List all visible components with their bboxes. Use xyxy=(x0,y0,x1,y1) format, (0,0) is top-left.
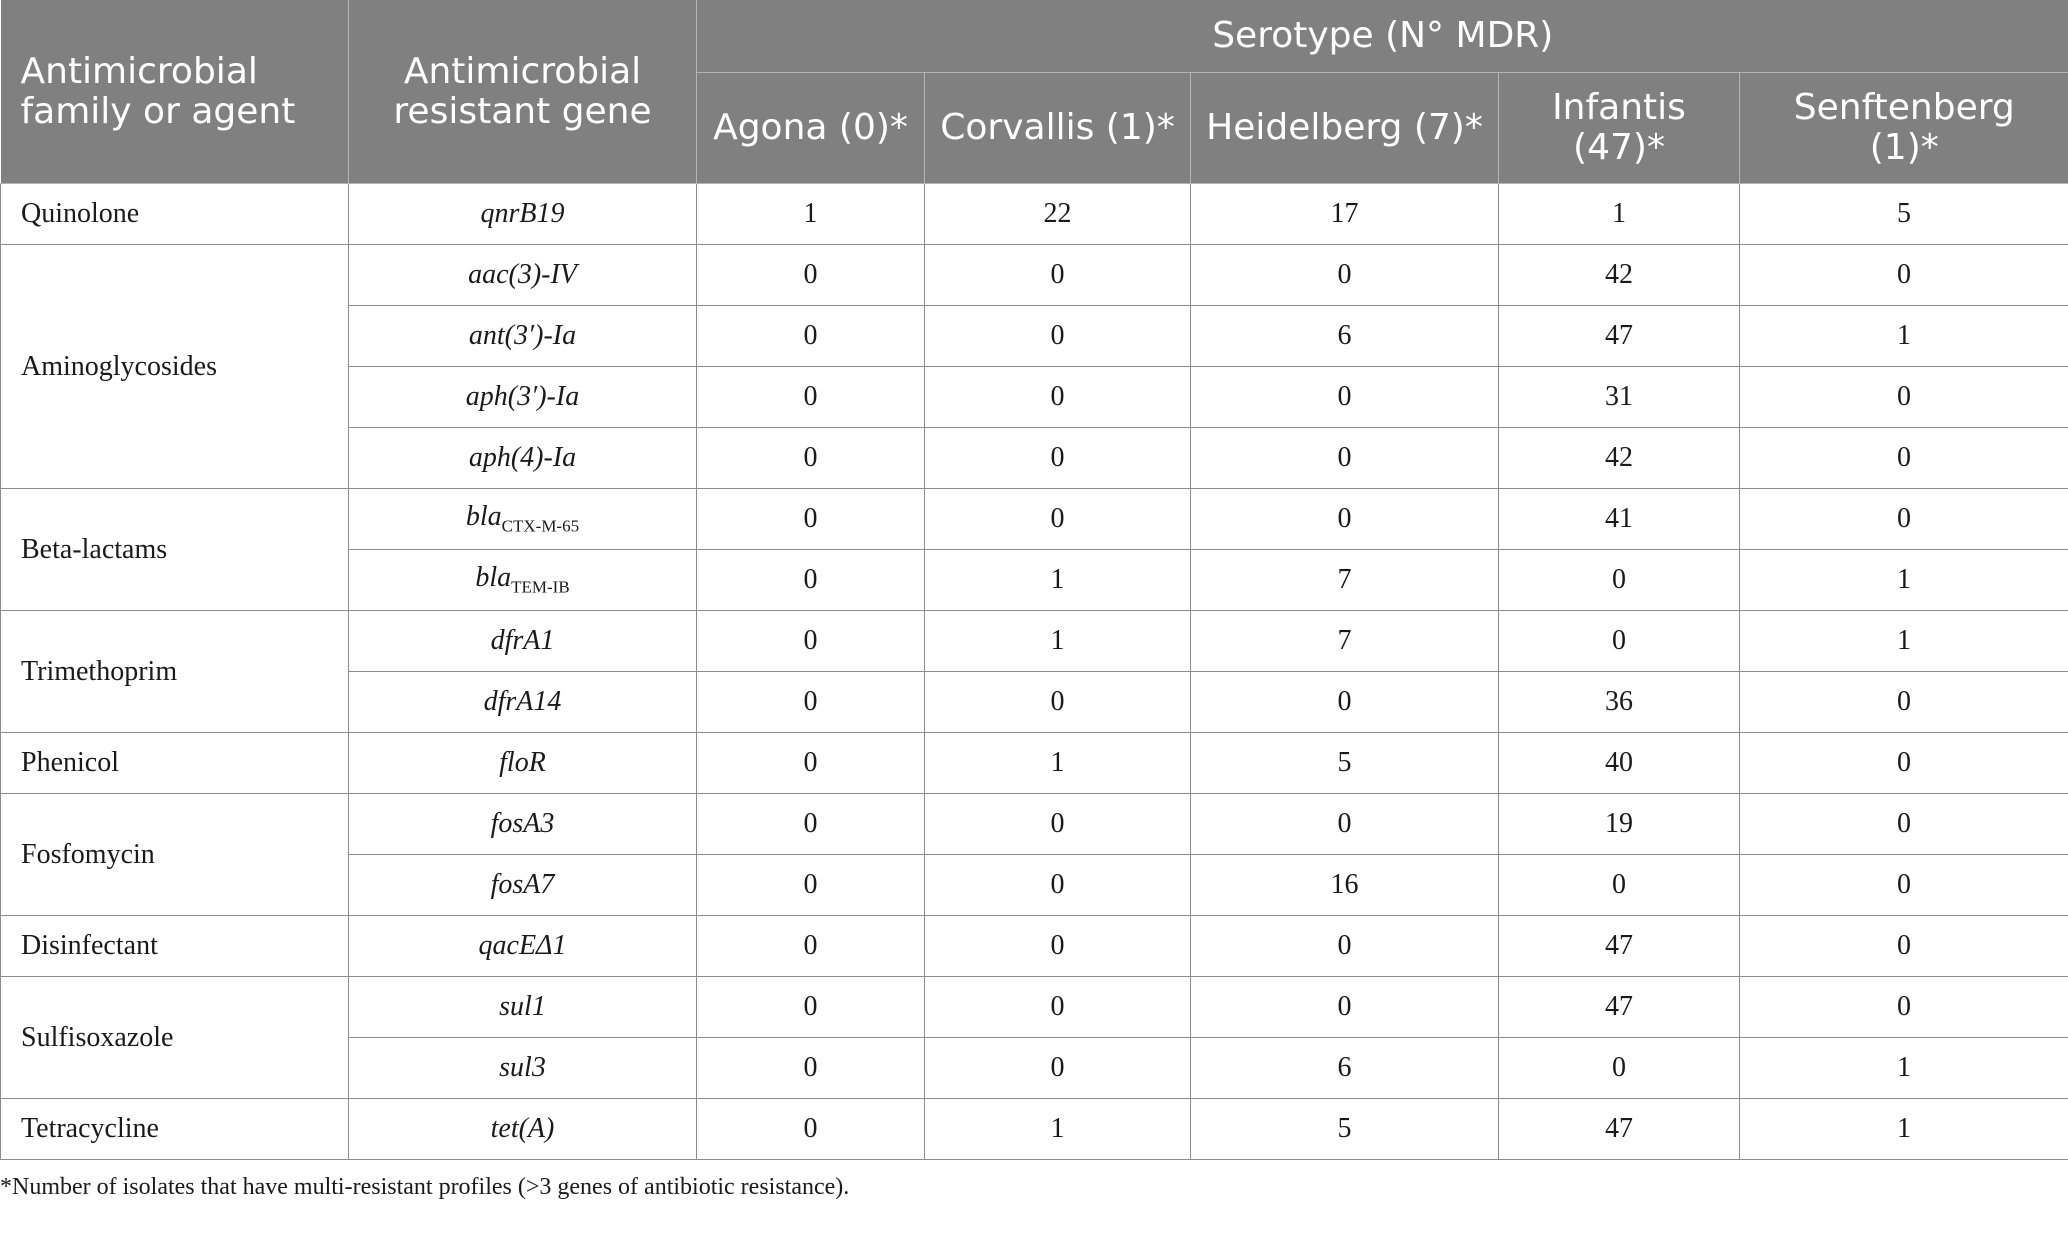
count-cell: 0 xyxy=(1740,855,2068,916)
footnote: *Number of isolates that have multi-resistant profiles (>3 genes of antibiotic resistance). xyxy=(0,1174,850,1200)
count-cell: 0 xyxy=(925,306,1191,367)
gene-name: dfrA14 xyxy=(483,686,562,717)
count-cell: 1 xyxy=(1740,306,2068,367)
gene-cell xyxy=(349,977,697,1038)
count-cell: 1 xyxy=(1499,184,1740,245)
header-serotype-heidelberg: Heidelberg (7)* xyxy=(1191,73,1499,184)
family-cell: Fosfomycin xyxy=(1,794,349,916)
gene-cell xyxy=(349,489,697,550)
count-cell: 0 xyxy=(697,855,925,916)
count-cell: 22 xyxy=(925,184,1191,245)
gene-cell xyxy=(349,916,697,977)
count-cell: 42 xyxy=(1499,245,1740,306)
family-cell: Phenicol xyxy=(1,733,349,794)
count-cell: 42 xyxy=(1499,428,1740,489)
count-cell: 0 xyxy=(1740,367,2068,428)
count-cell: 0 xyxy=(925,428,1191,489)
count-cell: 0 xyxy=(1740,489,2068,550)
count-cell: 7 xyxy=(1191,550,1499,611)
count-cell: 0 xyxy=(1191,367,1499,428)
count-cell: 0 xyxy=(697,1099,925,1160)
table-row xyxy=(1,977,2068,1038)
count-cell: 1 xyxy=(1740,611,2068,672)
count-cell: 0 xyxy=(697,733,925,794)
count-cell: 5 xyxy=(1740,184,2068,245)
count-cell: 0 xyxy=(697,428,925,489)
gene-cell xyxy=(349,367,697,428)
count-cell: 0 xyxy=(925,672,1191,733)
count-cell: 0 xyxy=(1499,550,1740,611)
count-cell: 0 xyxy=(697,550,925,611)
count-cell: 47 xyxy=(1499,977,1740,1038)
table-row xyxy=(1,489,2068,550)
header-serotype-group: Serotype (N° MDR) xyxy=(697,0,2068,73)
header-family: Antimicrobial family or agent xyxy=(1,0,349,184)
count-cell: 0 xyxy=(1740,245,2068,306)
count-cell: 47 xyxy=(1499,916,1740,977)
count-cell: 0 xyxy=(697,245,925,306)
family-cell: Disinfectant xyxy=(1,916,349,977)
count-cell: 0 xyxy=(697,489,925,550)
count-cell: 0 xyxy=(697,916,925,977)
gene-name: sul3 xyxy=(499,1052,546,1083)
count-cell: 0 xyxy=(1740,733,2068,794)
count-cell: 0 xyxy=(1740,428,2068,489)
gene-cell xyxy=(349,611,697,672)
family-cell: Aminoglycosides xyxy=(1,245,349,489)
count-cell: 5 xyxy=(1191,1099,1499,1160)
gene-name: ant(3′)-Ia xyxy=(468,320,577,351)
count-cell: 0 xyxy=(697,1038,925,1099)
gene-name: sul1 xyxy=(499,991,546,1022)
header-gene: Antimicrobial resistant gene xyxy=(349,0,697,184)
count-cell: 0 xyxy=(1499,611,1740,672)
count-cell: 6 xyxy=(1191,306,1499,367)
header-serotype-agona: Agona (0)* xyxy=(697,73,925,184)
gene-name: aph(3′)-Ia xyxy=(465,381,580,412)
table-row xyxy=(1,794,2068,855)
count-cell: 0 xyxy=(925,916,1191,977)
count-cell: 0 xyxy=(1191,245,1499,306)
count-cell: 1 xyxy=(1740,550,2068,611)
count-cell: 0 xyxy=(697,794,925,855)
count-cell: 0 xyxy=(697,977,925,1038)
count-cell: 0 xyxy=(1191,794,1499,855)
count-cell: 31 xyxy=(1499,367,1740,428)
count-cell: 41 xyxy=(1499,489,1740,550)
count-cell: 0 xyxy=(925,1038,1191,1099)
count-cell: 5 xyxy=(1191,733,1499,794)
family-cell: Sulfisoxazole xyxy=(1,977,349,1099)
gene-cell xyxy=(349,1099,697,1160)
count-cell: 1 xyxy=(1740,1038,2068,1099)
count-cell: 47 xyxy=(1499,1099,1740,1160)
count-cell: 1 xyxy=(925,733,1191,794)
gene-name: tet(A) xyxy=(490,1113,555,1144)
count-cell: 19 xyxy=(1499,794,1740,855)
table-row xyxy=(1,916,2068,977)
gene-cell xyxy=(349,428,697,489)
gene-cell xyxy=(349,184,697,245)
count-cell: 0 xyxy=(1740,794,2068,855)
family-cell: Tetracycline xyxy=(1,1099,349,1160)
count-cell: 0 xyxy=(1740,916,2068,977)
count-cell: 1 xyxy=(925,611,1191,672)
count-cell: 16 xyxy=(1191,855,1499,916)
count-cell: 1 xyxy=(925,1099,1191,1160)
count-cell: 47 xyxy=(1499,306,1740,367)
table-row xyxy=(1,1099,2068,1160)
count-cell: 0 xyxy=(1191,977,1499,1038)
table-row xyxy=(1,245,2068,306)
gene-cell xyxy=(349,855,697,916)
gene-name: qnrB19 xyxy=(480,198,565,229)
table-row xyxy=(1,611,2068,672)
count-cell: 0 xyxy=(1499,1038,1740,1099)
gene-subscript: TEM-IB xyxy=(511,577,570,597)
gene-name: qacEΔ1 xyxy=(478,930,567,961)
count-cell: 0 xyxy=(1191,428,1499,489)
family-cell: Quinolone xyxy=(1,184,349,245)
count-cell: 1 xyxy=(925,550,1191,611)
gene-cell xyxy=(349,733,697,794)
header-serotype-infantis: Infantis (47)* xyxy=(1499,73,1740,184)
count-cell: 0 xyxy=(925,794,1191,855)
gene-name: aac(3)-IV xyxy=(468,259,577,290)
family-cell: Trimethoprim xyxy=(1,611,349,733)
count-cell: 0 xyxy=(697,611,925,672)
gene-cell xyxy=(349,306,697,367)
gene-cell xyxy=(349,794,697,855)
header-serotype-corvallis: Corvallis (1)* xyxy=(925,73,1191,184)
gene-cell xyxy=(349,672,697,733)
header-serotype-senftenberg: Senftenberg (1)* xyxy=(1740,73,2068,184)
count-cell: 1 xyxy=(1740,1099,2068,1160)
count-cell: 40 xyxy=(1499,733,1740,794)
count-cell: 7 xyxy=(1191,611,1499,672)
gene-name: bla xyxy=(475,562,512,594)
count-cell: 0 xyxy=(1191,489,1499,550)
gene-name: dfrA1 xyxy=(490,625,555,656)
count-cell: 0 xyxy=(1191,672,1499,733)
count-cell: 0 xyxy=(697,306,925,367)
count-cell: 0 xyxy=(925,245,1191,306)
count-cell: 17 xyxy=(1191,184,1499,245)
count-cell: 0 xyxy=(925,489,1191,550)
count-cell: 0 xyxy=(1499,855,1740,916)
gene-cell xyxy=(349,550,697,611)
gene-name: aph(4)-Ia xyxy=(468,442,577,473)
count-cell: 0 xyxy=(1191,916,1499,977)
gene-cell xyxy=(349,1038,697,1099)
count-cell: 0 xyxy=(925,977,1191,1038)
gene-cell xyxy=(349,245,697,306)
gene-name: bla xyxy=(465,501,502,533)
count-cell: 0 xyxy=(697,367,925,428)
count-cell: 0 xyxy=(925,367,1191,428)
table-body xyxy=(1,184,2068,1160)
gene-subscript: CTX-M-65 xyxy=(501,516,580,536)
count-cell: 0 xyxy=(925,855,1191,916)
family-cell: Beta-lactams xyxy=(1,489,349,611)
gene-name: floR xyxy=(499,747,546,778)
count-cell: 36 xyxy=(1499,672,1740,733)
count-cell: 0 xyxy=(1740,672,2068,733)
gene-name: fosA3 xyxy=(490,808,555,839)
count-cell: 6 xyxy=(1191,1038,1499,1099)
count-cell: 0 xyxy=(697,672,925,733)
table-row xyxy=(1,184,2068,245)
count-cell: 1 xyxy=(697,184,925,245)
table-row xyxy=(1,733,2068,794)
gene-name: fosA7 xyxy=(490,869,555,900)
count-cell: 0 xyxy=(1740,977,2068,1038)
